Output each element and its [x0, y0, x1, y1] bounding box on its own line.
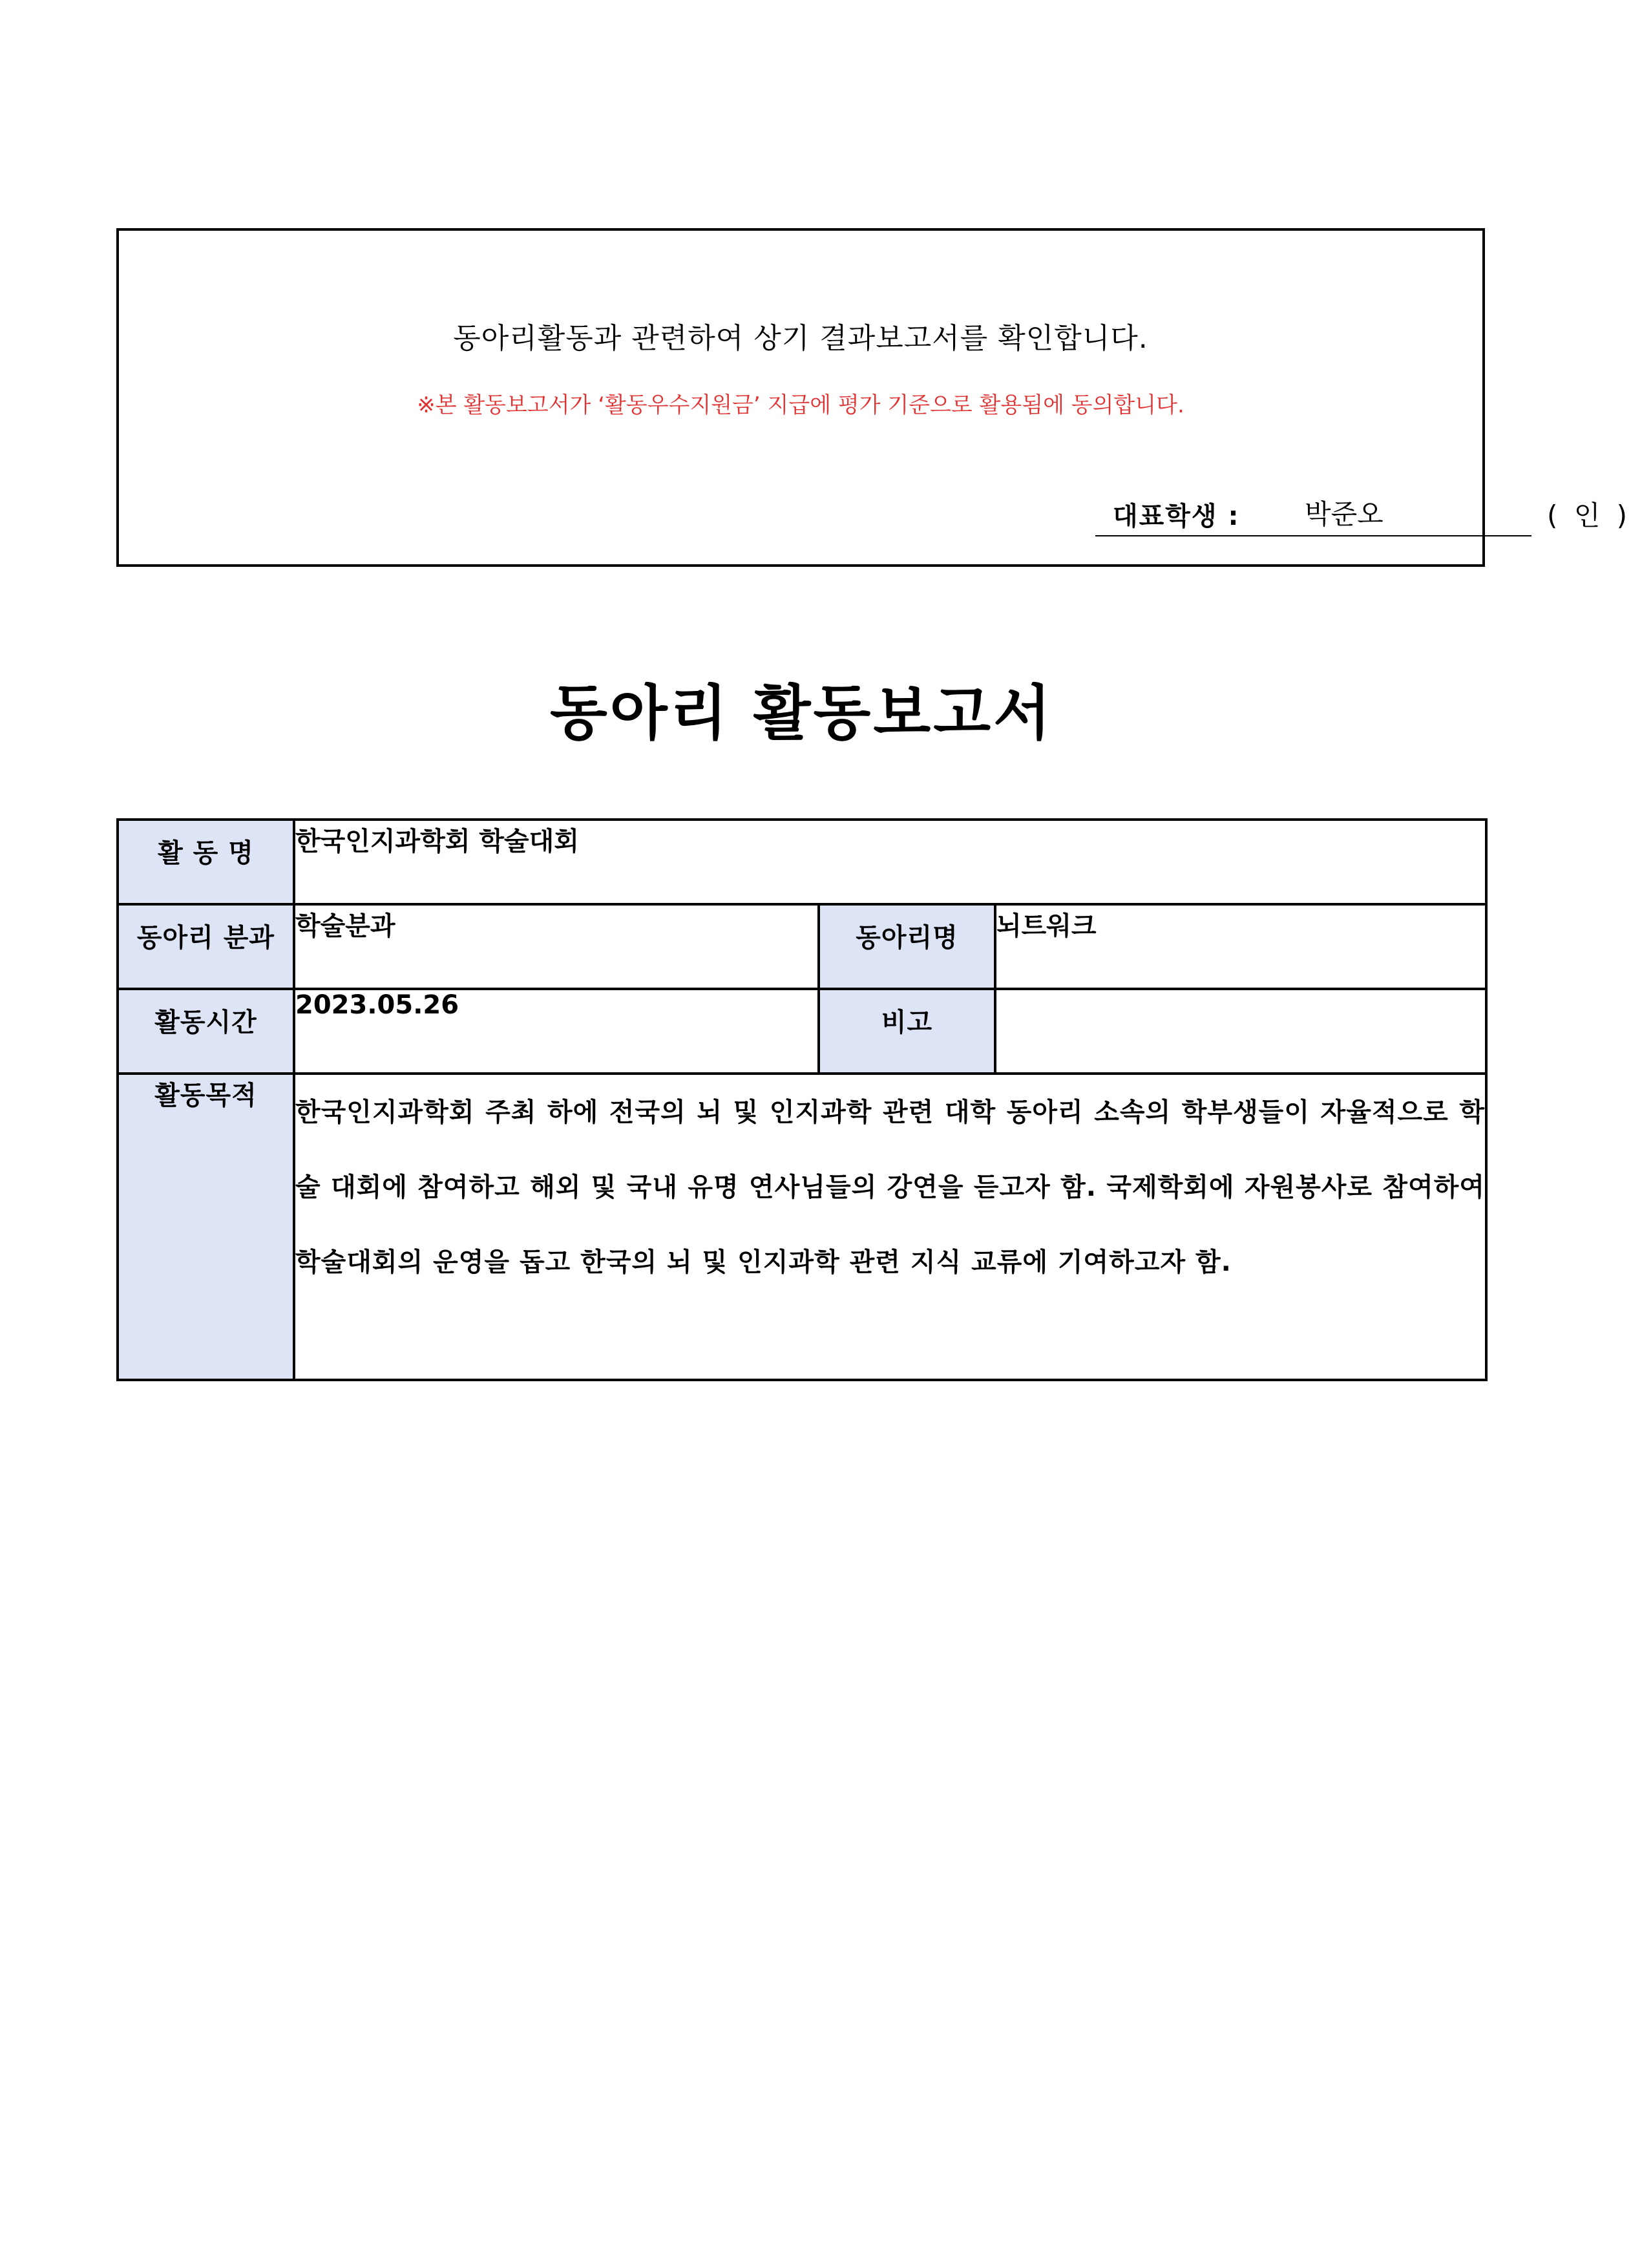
report-table — [116, 818, 1488, 1381]
club-name-label: 동아리명 — [819, 904, 995, 989]
confirmation-statement: 동아리활동과 관련하여 상기 결과보고서를 확인합니다. — [453, 322, 1148, 355]
confirmation-box — [116, 228, 1631, 567]
activity-name-label: 활 동 명 — [118, 820, 294, 904]
table-row-activity-name — [118, 820, 1486, 904]
activity-time-label: 활동시간 — [118, 989, 294, 1074]
signature-underline — [1095, 535, 1531, 536]
purpose-label: 활동목적 — [118, 1074, 294, 1380]
page-title: 동아리 활동보고서 — [549, 679, 1053, 748]
representative-label: 대표학생 : — [1113, 502, 1240, 531]
activity-name-value: 한국인지과학회 학술대회 — [294, 820, 1486, 904]
signature-row — [978, 496, 1631, 535]
representative-name: 박준오 — [1305, 498, 1384, 530]
club-name-value: 뇌트워크 — [995, 904, 1486, 989]
table-row-purpose — [118, 1074, 1486, 1380]
remarks-label: 비고 — [819, 989, 995, 1074]
purpose-value: 한국인지과학회 주최 하에 전국의 뇌 및 인지과학 관련 대학 동아리 소속의 학부생들이 자율적으로 학술 대회에 참여하고 해외 및 국내 유명 연사님들의 강연을 듣고자 함. 국제학회에 자원봉사로 참여하여 학술대회의 운영을 돕고 한국의 뇌 및 인지과학 관련 지식 교류에 기여하고자 함. — [294, 1074, 1486, 1380]
consent-notice: ※본 활동보고서가 ‘활동우수지원금’ 지급에 평가 기준으로 활용됨에 동의합니다. — [417, 392, 1184, 418]
remarks-value — [995, 989, 1486, 1074]
table-row-division — [118, 904, 1486, 989]
activity-time-value: 2023.05.26 — [294, 989, 819, 1074]
division-label: 동아리 분과 — [118, 904, 294, 989]
division-value: 학술분과 — [294, 904, 819, 989]
table-row-activity-time — [118, 989, 1486, 1074]
seal-mark: ( 인 ) — [1547, 500, 1631, 531]
